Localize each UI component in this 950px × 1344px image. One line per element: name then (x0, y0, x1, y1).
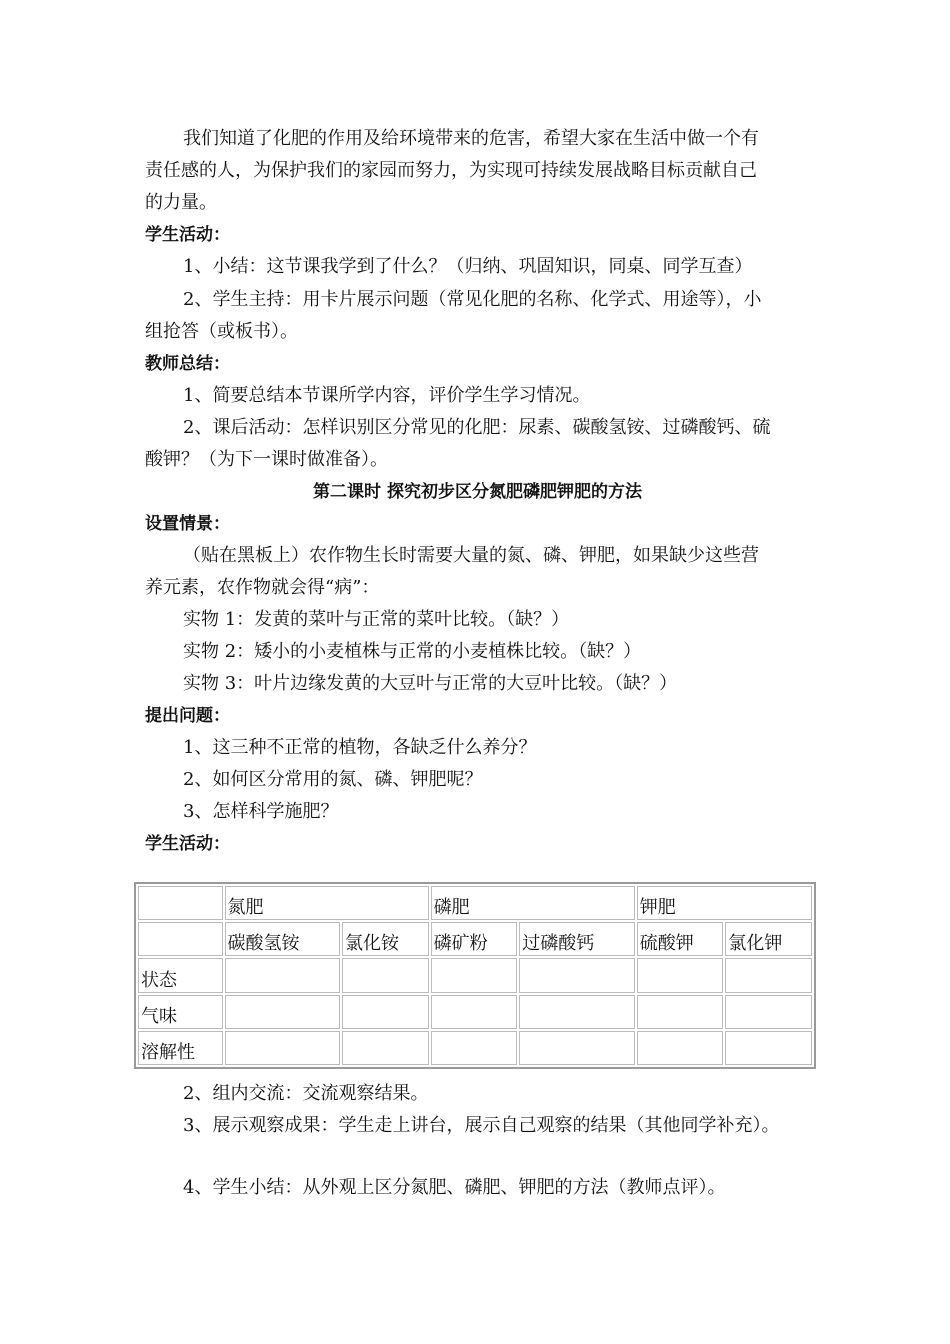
question-2: 2、如何区分常用的氮、磷、钾肥呢？ (183, 769, 483, 790)
student-item-1: 1、小结：这节课我学到了什么？（归纳、巩固知识，同桌、同学互查） (183, 256, 753, 277)
row-label-solubility: 溶解性 (138, 1031, 223, 1065)
table-cell[interactable] (519, 995, 634, 1029)
table-cell[interactable] (225, 995, 340, 1029)
table-cell[interactable] (725, 995, 812, 1029)
table-corner-cell-2 (138, 922, 223, 956)
table-row (138, 1031, 812, 1065)
table-corner-cell (138, 886, 223, 920)
table-cell[interactable] (225, 958, 340, 992)
object-2: 实物 2：矮小的小麦植株与正常的小麦植株比较。（缺？） (183, 641, 642, 662)
question-1: 1、这三种不正常的植物，各缺乏什么养分？ (183, 737, 537, 758)
teacher-item-2-line-2: 酸钾？（为下一课时做准备）。 (145, 449, 388, 470)
student-item-2-line-2: 组抢答（或板书）。 (145, 321, 298, 342)
table-row (138, 995, 812, 1029)
item-header-2: 氯化铵 (342, 922, 429, 956)
object-3: 实物 3：叶片边缘发黄的大豆叶与正常的大豆叶比较。（缺？） (183, 673, 678, 694)
scene-line-1: （贴在黑板上）农作物生长时需要大量的氮、磷、钾肥，如果缺少这些营 (183, 545, 759, 566)
item-header-3: 磷矿粉 (431, 922, 518, 956)
object-1: 实物 1：发黄的菜叶与正常的菜叶比较。（缺？） (183, 609, 570, 630)
heading-raise-questions: 提出问题： (145, 706, 230, 726)
heading-set-scene: 设置情景： (145, 514, 230, 534)
table-cell[interactable] (519, 958, 634, 992)
intro-paragraph-line-1: 我们知道了化肥的作用及给环境带来的危害，希望大家在生活中做一个有 (183, 128, 759, 149)
group-nitrogen-header: 氮肥 (225, 886, 429, 920)
lesson-2-title: 第二课时 探究初步区分氮肥磷肥钾肥的方法 (313, 482, 642, 502)
row-label-smell: 气味 (138, 995, 223, 1029)
fertilizer-observation-table (134, 882, 816, 1069)
teacher-item-2-line-1: 2、课后活动：怎样识别区分常见的化肥：尿素、碳酸氢铵、过磷酸钙、硫 (183, 417, 771, 438)
table-cell[interactable] (431, 995, 518, 1029)
heading-student-activity-1: 学生活动： (145, 225, 230, 245)
item-header-1: 碳酸氢铵 (225, 922, 340, 956)
intro-paragraph-line-3: 的力量。 (145, 192, 217, 213)
teacher-item-1: 1、简要总结本节课所学内容，评价学生学习情况。 (183, 385, 591, 406)
table-cell[interactable] (431, 958, 518, 992)
table-cell[interactable] (725, 1031, 812, 1065)
heading-teacher-summary: 教师总结： (145, 354, 230, 374)
table-cell[interactable] (431, 1031, 518, 1065)
activity-item-4: 4、学生小结：从外观上区分氮肥、磷肥、钾肥的方法（教师点评）。 (183, 1177, 726, 1198)
table-item-header-row (138, 922, 812, 956)
table-cell[interactable] (637, 1031, 724, 1065)
scene-line-2: 养元素，农作物就会得“病”： (145, 577, 380, 598)
table-cell[interactable] (342, 1031, 429, 1065)
intro-paragraph-line-2: 责任感的人，为保护我们的家园而努力，为实现可持续发展战略目标贡献自己 (145, 160, 757, 181)
activity-item-2: 2、组内交流：交流观察结果。 (183, 1083, 429, 1104)
activity-item-3: 3、展示观察成果：学生走上讲台，展示自己观察的结果（其他同学补充）。 (183, 1115, 780, 1136)
table-cell[interactable] (342, 958, 429, 992)
question-3: 3、怎样科学施肥？ (183, 801, 339, 822)
item-header-5: 硫酸钾 (637, 922, 724, 956)
student-item-2-line-1: 2、学生主持：用卡片展示问题（常见化肥的名称、化学式、用途等），小 (183, 289, 762, 310)
table-cell[interactable] (342, 995, 429, 1029)
table-cell[interactable] (725, 958, 812, 992)
table-cell[interactable] (637, 995, 724, 1029)
item-header-6: 氯化钾 (725, 922, 812, 956)
table-group-header-row (138, 886, 812, 920)
table-cell[interactable] (637, 958, 724, 992)
table-cell[interactable] (519, 1031, 634, 1065)
table-row (138, 958, 812, 992)
group-phosphorus-header: 磷肥 (431, 886, 635, 920)
group-potassium-header: 钾肥 (637, 886, 812, 920)
row-label-state: 状态 (138, 958, 223, 992)
heading-student-activity-2: 学生活动： (145, 834, 230, 854)
table-cell[interactable] (225, 1031, 340, 1065)
item-header-4: 过磷酸钙 (519, 922, 634, 956)
